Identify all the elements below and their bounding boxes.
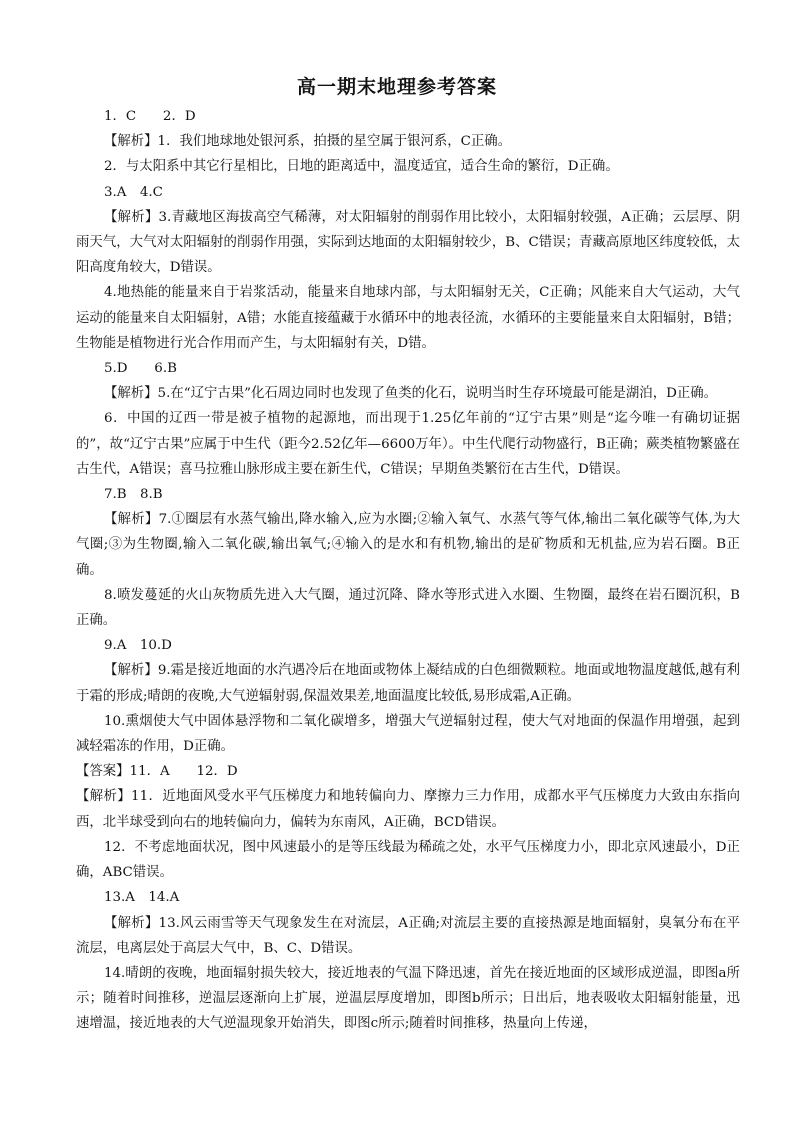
answer-line: 7.B 8.B: [104, 487, 163, 503]
answer-line: 9.A 10.D: [104, 638, 172, 654]
explanation-paragraph: 【解析】9.霜是接近地面的水汽遇冷后在地面或物体上凝结成的白色细微颗粒。地面或地物温度越低,越有利于霜的形成;晴朗的夜晚,大气逆辐射弱,保温效果差,地面温度比较低,易形成霜,A正确。: [76, 663, 740, 704]
explanation-paragraph: 【解析】1．我们地球地处银河系，拍摄的星空属于银河系，C正确。: [104, 134, 512, 150]
explanation-paragraph: 8.喷发蔓延的火山灰物质先进入大气圈，通过沉降、降水等形式进入水圈、生物圈，最终在岩石圈沉积，B正确。: [76, 587, 740, 629]
explanation-paragraph: 12．不考虑地面状况，图中风速最小的是等压线最为稀疏之处，水平气压梯度力小，即北京风速最小，D正确，ABC错误。: [76, 839, 740, 881]
explanation-paragraph: 【解析】13.风云雨雪等天气现象发生在对流层，A正确;对流层主要的直接热源是地面辐射，臭氧分布在平流层，电离层处于高层大气中，B、C、D错误。: [76, 915, 740, 956]
explanation-paragraph: 【解析】7.①圈层有水蒸气输出,降水输入,应为水圈;②输入氧气、水蒸气等气体,输出二氧化碳等气体,为大气圈;③为生物圈,输入二氧化碳,输出氧气;④输入的是水和有机物,输出的是矿物质和无机盐,应为岩石圈。B正确。: [76, 512, 740, 578]
explanation-paragraph: 10.熏烟使大气中固体悬浮物和二氧化碳增多，增强大气逆辐射过程，使大气对地面的保温作用增强，起到减轻霜冻的作用，D正确。: [76, 713, 740, 755]
explanation-paragraph: 【解析】5.在“辽宁古果”化石周边同时也发现了鱼类的化石，说明当时生存环境最可能是湖泊，D正确。: [104, 386, 717, 402]
explanation-paragraph: 2．与太阳系中其它行星相比，日地的距离适中，温度适宜，适合生命的繁衍，D正确。: [104, 159, 619, 175]
explanation-paragraph: 14.晴朗的夜晚，地面辐射损失较大，接近地表的气温下降迅速，首先在接近地面的区域形成逆温，即图a所示；随着时间推移，逆温层逐渐向上扩展，逆温层厚度增加，即图b所示；日出后，地表吸收太阳辐射能量，迅速增温，接近地表的大气逆温现象开始消失，即图c所示;随着时间推移，热量向上传递，: [76, 965, 740, 1032]
answer-content: [76, 104, 740, 1037]
page-title: 高一期末地理参考答案: [296, 76, 497, 98]
explanation-paragraph: 6．中国的辽西一带是被子植物的起源地，而出现于1.25亿年前的“辽宁古果”则是“迄今唯一有确切证据的”，故“辽宁古果”应属于中生代（距今2.52亿年—6600万年）。中生代爬行动物盛行，B正确；蕨类植物繁盛在古生代，A错误；喜马拉雅山脉形成主要在新生代，C错误；早期鱼类繁衍在古生代，D错误。: [76, 411, 740, 477]
answer-line: 5.D 6.B: [104, 361, 177, 377]
explanation-paragraph: 4.地热能的能量来自于岩浆活动，能量来自地球内部，与太阳辐射无关，C正确；风能来自大气运动，大气运动的能量来自太阳辐射，A错；水能直接蕴藏于水循环中的地表径流，水循环的主要能量来自太阳辐射，B错；生物能是植物进行光合作用而产生，与太阳辐射有关，D错。: [76, 285, 740, 351]
explanation-paragraph: 【解析】11．近地面风受水平气压梯度力和地转偏向力、摩擦力三力作用，成都水平气压梯度力大致由东指向西，北半球受到向右的地转偏向力，偏转为东南风，A正确，BCD错误。: [76, 789, 740, 830]
answer-line: 13.A 14.A: [104, 890, 180, 906]
answer-line: 3.A 4.C: [104, 184, 163, 200]
answer-line: 1．C 2．D: [104, 109, 196, 124]
explanation-paragraph: 【解析】3.青藏地区海拔高空气稀薄，对太阳辐射的削弱作用比较小，太阳辐射较强，A正确；云层厚、阴雨天气，大气对太阳辐射的削弱作用强，实际到达地面的太阳辐射较少，B、C错误；青藏高原地区纬度较低，太阳高度角较大，D错误。: [76, 209, 740, 276]
answer-line: 【答案】11．A 12．D: [76, 764, 238, 780]
